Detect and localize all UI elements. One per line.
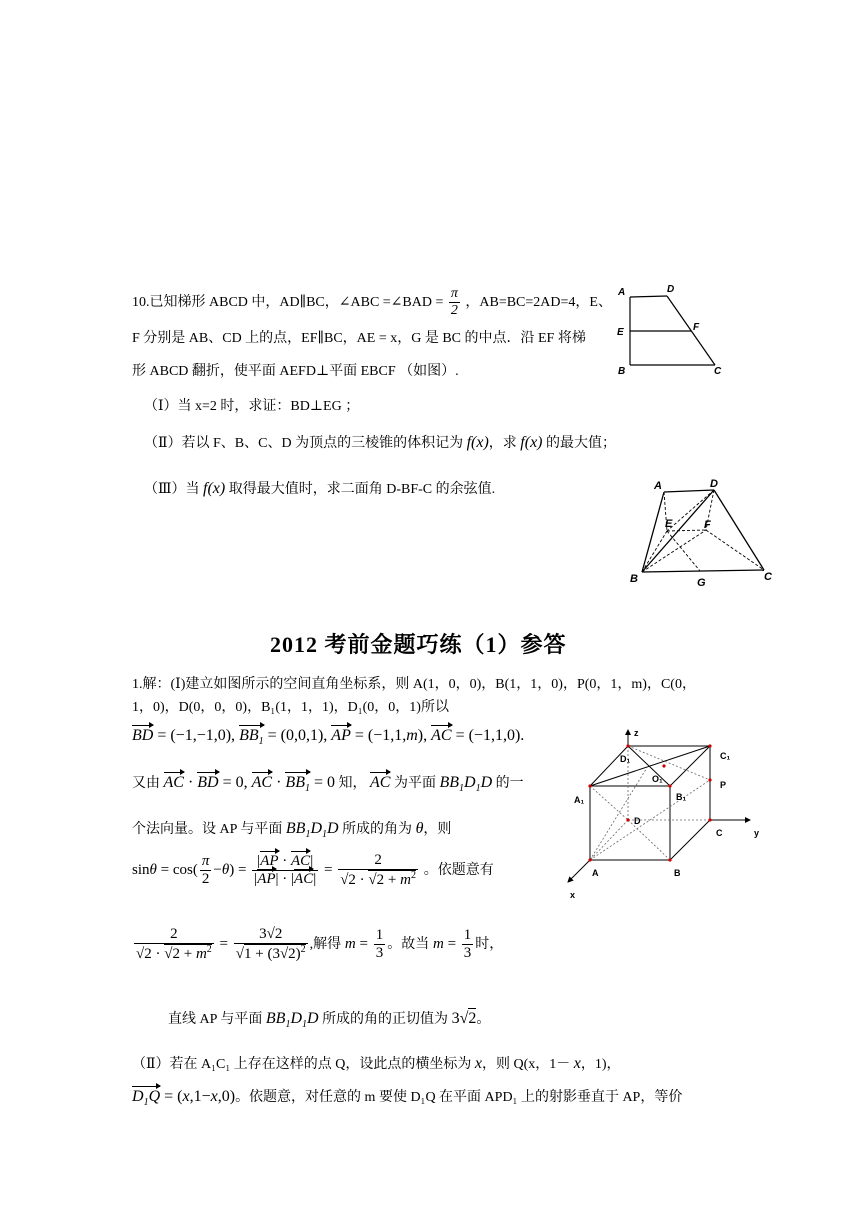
answer-line10: $D_1Q = (x,1-x,0)$。依题意，对任意的 m 要使 D₁Q 在平面 APD₁ 上的射影垂直于 AP，等价	[132, 1088, 683, 1109]
label-A: A	[654, 480, 662, 492]
label-C1: C₁	[720, 751, 731, 761]
axis-y: y	[754, 828, 760, 838]
answer-line9: （Ⅱ）若在 A₁C₁ 上存在这样的点 Q，设此点的横坐标为 x，则 Q(x，1－ x，1)，	[132, 1055, 621, 1072]
label-D: D	[667, 284, 675, 295]
problem10-line2: F 分别是 AB、CD 上的点，EF∥BC，AE = x，G 是 BC 的中点．沿 EF 将梯	[132, 331, 586, 346]
label-D1: D₁	[620, 754, 631, 764]
answer-line1: 1.解：(Ⅰ)建立如图所示的空间直角坐标系，则 A(1，0，0)，B(1，1，0)，P(0，1，m)，C(0，	[132, 677, 696, 692]
answer-line4: 又由 AC · BD = 0, AC · $BB_1 = 0$ 知， AC 为平面 $BB_1D_1D$ 的一	[132, 774, 524, 795]
problem10-part1: （Ⅰ）当 x=2 时，求证：BD⊥EG ；	[144, 399, 360, 414]
label-B: B	[630, 573, 638, 585]
problem10-line1: 10.已知梯形 ABCD 中，AD∥BC，∠ABC =∠BAD = $\frac{\pi}{2}$ ，AB=BC=2AD=4，E、	[132, 286, 612, 319]
solve-line: $\frac{2}{√2 \cdot √2 + m^2}$ = $\frac{3√2}{√1 + (3√2)^2}$ ,解得 m = $\frac{1}{3}$ 。故当 m = $\frac{1}{3}$ 时，	[136, 926, 504, 963]
answer-line8: 直线 AP 与平面 $BB_1D_1D$ 所成的角的正切值为 3√2。	[168, 1010, 491, 1031]
label-O1: O₁	[652, 774, 663, 784]
label-E: E	[665, 518, 673, 530]
vector-equation: BD = (−1,−1,0), $BB_1 = (0,0,1)$, AP = (−1,1,m), AC = (−1,1,0).	[132, 727, 525, 748]
pi-over-2-fraction: $\frac{\pi}{2}$	[450, 286, 458, 319]
axis-z: z	[634, 728, 639, 738]
label-F: F	[704, 519, 711, 531]
answer-line2: 1，0)，D(0，0，0)，B₁(1，1，1)，D₁(0，0，1)所以	[132, 700, 449, 715]
problem10-part3: （Ⅲ）当 f(x) 取得最大值时，求二面角 D-BF-C 的余弦值.	[144, 480, 496, 497]
label-C: C	[716, 828, 723, 838]
label-G: G	[697, 577, 706, 589]
label-C: C	[764, 571, 772, 583]
label-B1: B₁	[676, 792, 687, 802]
label-C: C	[714, 366, 722, 377]
problem10-line3: 形 ABCD 翻折，使平面 AEFD⊥平面 EBCF （如图）.	[132, 364, 459, 379]
answer-title: 2012 考前金题巧练（1）参答	[270, 632, 567, 657]
label-A: A	[592, 868, 599, 878]
label-A: A	[618, 287, 626, 298]
label-A1: A₁	[574, 795, 585, 805]
answer-line5: 个法向量。设 AP 与平面 $BB_1D_1D$ 所成的角为 θ，则	[132, 820, 452, 841]
cube-figure	[560, 726, 770, 906]
folded-figure	[622, 474, 782, 590]
label-F: F	[693, 322, 700, 333]
label-E: E	[617, 327, 624, 338]
label-B: B	[674, 868, 681, 878]
problem10-part2: （Ⅱ）若以 F、B、C、D 为顶点的三棱锥的体积记为 f(x)，求 f(x) 的最大值；	[144, 434, 616, 451]
label-P: P	[720, 780, 727, 790]
axis-x: x	[570, 890, 576, 900]
label-D: D	[634, 816, 641, 826]
label-B: B	[618, 366, 626, 377]
sin-formula: sinθ = cos( $\frac{\pi}{2}$ −θ) = $\frac{|AP \cdot AC|}{|AP| \cdot |AC|}$ = $\frac{2}{√2 \cdot √2 + m^2}$ 。依题意有	[132, 852, 494, 889]
label-D: D	[710, 478, 718, 490]
trapezoid-figure	[612, 282, 732, 378]
